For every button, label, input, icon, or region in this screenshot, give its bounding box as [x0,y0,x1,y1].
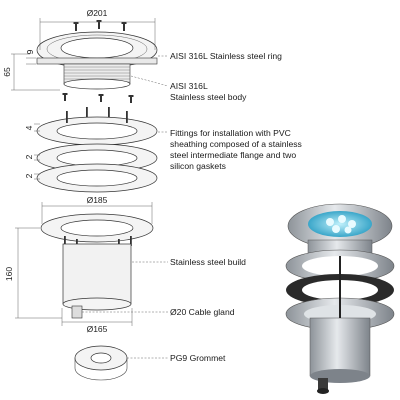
label-body-line2: Stainless steel body [170,92,247,102]
label-fittings-line4: silicon gaskets [170,161,226,171]
label-cable-gland: Ø20 Cable gland [170,307,235,317]
leader-lines [82,56,168,358]
label-fittings-line3: steel intermediate flange and two [170,150,297,160]
label-fittings-line2: sheathing composed of a stainless [170,139,302,149]
dim-base-diameter: Ø165 [86,324,108,334]
dim-fitting-1: 4 [24,125,34,131]
label-grommet: PG9 Grommet [170,353,226,363]
ring-icon [37,20,157,68]
dim-build-height: 160 [4,266,14,282]
label-fittings [170,128,302,172]
dim-ring-diameter: Ø201 [86,8,108,18]
label-body [170,81,246,103]
label-ring: AISI 316L Stainless steel ring [170,51,282,61]
body-icon [63,64,134,103]
flange-icon [37,107,157,192]
label-fittings-line1: Fittings for installation with PVC [170,128,291,138]
label-body-line1: AISI 316L [170,81,208,91]
dim-body-height: 65 [2,67,12,77]
dim-ring-thickness: 9 [25,49,35,55]
dim-fitting-3: 2 [24,173,34,179]
dim-build-diameter: Ø185 [86,195,108,205]
dim-fitting-2: 2 [24,154,34,160]
label-build: Stainless steel build [170,257,246,267]
grommet-icon [75,346,127,380]
housing-icon [41,214,153,318]
led-fixture-photo [286,204,394,394]
